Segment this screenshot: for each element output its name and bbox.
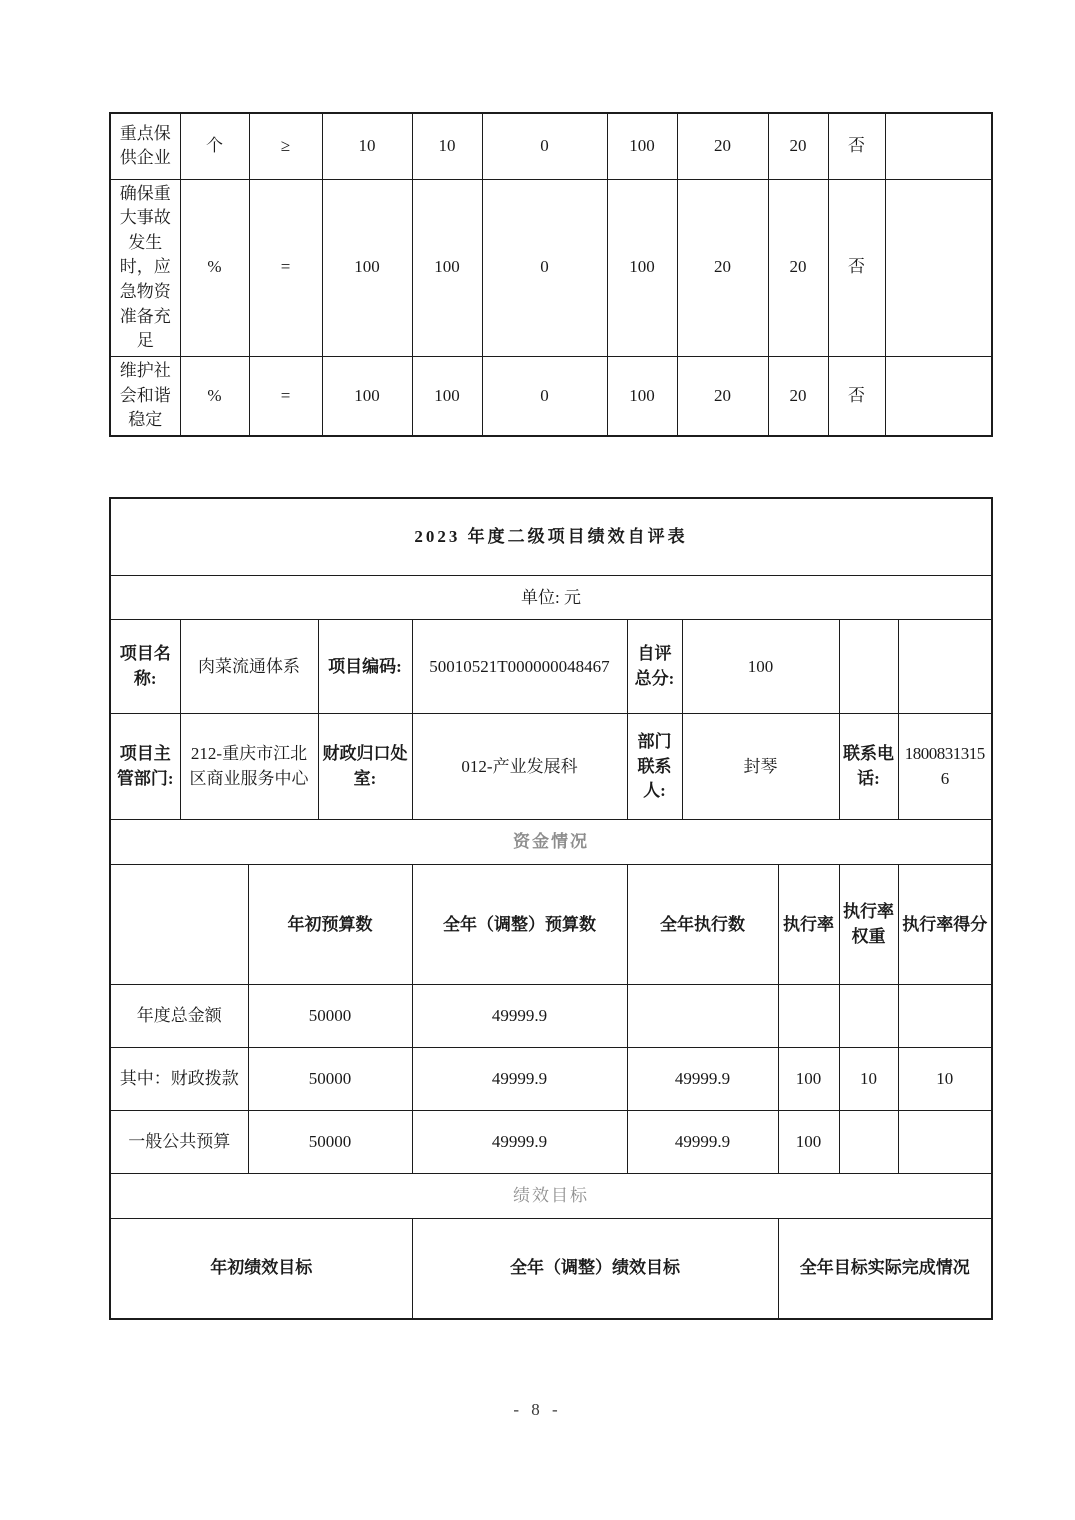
initial-budget-value: 50000	[248, 1048, 412, 1111]
executed-value: 49999.9	[627, 1048, 778, 1111]
rate-weight-value	[839, 1111, 898, 1174]
adjusted-budget-value: 49999.9	[412, 985, 627, 1048]
indicator-target: 10	[322, 113, 412, 179]
empty-cell	[885, 179, 992, 356]
indicator-target: 100	[322, 356, 412, 435]
table-row	[110, 113, 992, 179]
goals-col-actual: 全年目标实际完成情况	[778, 1219, 992, 1319]
project-name-value: 肉菜流通体系	[180, 620, 318, 714]
rate-weight-value: 10	[839, 1048, 898, 1111]
phone-label: 联系电话:	[839, 714, 898, 820]
exec-rate-value: 100	[778, 1111, 839, 1174]
phone-value: 18008313156	[898, 714, 992, 820]
indicator-unit: 个	[180, 113, 249, 179]
exec-rate-value	[778, 985, 839, 1048]
goals-col-adjusted: 全年（调整）绩效目标	[412, 1219, 778, 1319]
empty-cell	[839, 620, 898, 714]
contact-value: 封琴	[682, 714, 839, 820]
funds-col-rate-weight: 执行率权重	[839, 865, 898, 985]
indicator-weight: 20	[677, 113, 768, 179]
project-info-row	[110, 620, 992, 714]
funds-col-exec-rate: 执行率	[778, 865, 839, 985]
indicator-score: 20	[768, 179, 828, 356]
dept-value: 212-重庆市江北区商业服务中心	[180, 714, 318, 820]
funds-col-initial-budget: 年初预算数	[248, 865, 412, 985]
funds-row-label: 一般公共预算	[110, 1111, 248, 1174]
indicator-table	[109, 112, 993, 437]
empty-cell	[885, 113, 992, 179]
rate-weight-value	[839, 985, 898, 1048]
empty-cell	[898, 620, 992, 714]
finance-office-label: 财政归口处室:	[318, 714, 412, 820]
indicator-name: 重点保供企业	[110, 113, 180, 179]
project-name-label: 项目名称:	[110, 620, 180, 714]
indicator-name: 确保重大事故发生时，应急物资准备充足	[110, 179, 180, 356]
rate-score-value	[898, 1111, 992, 1174]
indicator-direction: =	[249, 179, 322, 356]
rate-score-value: 10	[898, 1048, 992, 1111]
form-title-row	[110, 498, 992, 576]
funds-col-adjusted-budget: 全年（调整）预算数	[412, 865, 627, 985]
indicator-unit: %	[180, 356, 249, 435]
finance-office-value: 012-产业发展科	[412, 714, 627, 820]
dept-label: 项目主管部门:	[110, 714, 180, 820]
indicator-deviation: 0	[482, 356, 607, 435]
funds-row-label: 其中：财政拨款	[110, 1048, 248, 1111]
indicator-actual: 100	[412, 179, 482, 356]
funds-col-executed: 全年执行数	[627, 865, 778, 985]
indicator-name: 维护社会和谐稳定	[110, 356, 180, 435]
goals-section-title: 绩效目标	[110, 1174, 992, 1219]
indicator-direction: ≥	[249, 113, 322, 179]
table-row	[110, 356, 992, 435]
adjusted-budget-value: 49999.9	[412, 1048, 627, 1111]
empty-cell	[110, 865, 248, 985]
project-code-value: 50010521T000000048467	[412, 620, 627, 714]
department-info-row	[110, 714, 992, 820]
funds-section-title: 资金情况	[110, 820, 992, 865]
project-code-label: 项目编码:	[318, 620, 412, 714]
funds-col-rate-score: 执行率得分	[898, 865, 992, 985]
contact-label: 部门联系人:	[627, 714, 682, 820]
empty-cell	[885, 356, 992, 435]
indicator-flag: 否	[828, 113, 885, 179]
indicator-direction: =	[249, 356, 322, 435]
table-row	[110, 179, 992, 356]
indicator-rate: 100	[607, 113, 677, 179]
indicator-weight: 20	[677, 356, 768, 435]
indicator-deviation: 0	[482, 113, 607, 179]
indicator-actual: 10	[412, 113, 482, 179]
funds-row-total	[110, 985, 992, 1048]
unit-row	[110, 576, 992, 620]
indicator-rate: 100	[607, 179, 677, 356]
funds-section-row	[110, 820, 992, 865]
unit-label: 单位: 元	[110, 576, 992, 620]
form-title: 2023 年度二级项目绩效自评表	[110, 498, 992, 576]
self-score-value: 100	[682, 620, 839, 714]
initial-budget-value: 50000	[248, 985, 412, 1048]
indicator-target: 100	[322, 179, 412, 356]
page-number: - 8 -	[513, 1400, 562, 1419]
self-score-label: 自评总分:	[627, 620, 682, 714]
exec-rate-value: 100	[778, 1048, 839, 1111]
rate-score-value	[898, 985, 992, 1048]
adjusted-budget-value: 49999.9	[412, 1111, 627, 1174]
funds-row-label: 年度总金额	[110, 985, 248, 1048]
funds-row-public-budget	[110, 1111, 992, 1174]
executed-value: 49999.9	[627, 1111, 778, 1174]
indicator-weight: 20	[677, 179, 768, 356]
funds-header-row	[110, 865, 992, 985]
indicator-score: 20	[768, 113, 828, 179]
indicator-unit: %	[180, 179, 249, 356]
initial-budget-value: 50000	[248, 1111, 412, 1174]
goals-col-initial: 年初绩效目标	[110, 1219, 412, 1319]
indicator-rate: 100	[607, 356, 677, 435]
indicator-deviation: 0	[482, 179, 607, 356]
indicator-actual: 100	[412, 356, 482, 435]
funds-row-fiscal	[110, 1048, 992, 1111]
indicator-score: 20	[768, 356, 828, 435]
indicator-flag: 否	[828, 179, 885, 356]
executed-value	[627, 985, 778, 1048]
self-evaluation-form	[109, 497, 993, 1320]
goals-section-row	[110, 1174, 992, 1219]
indicator-flag: 否	[828, 356, 885, 435]
goals-header-row	[110, 1219, 992, 1319]
